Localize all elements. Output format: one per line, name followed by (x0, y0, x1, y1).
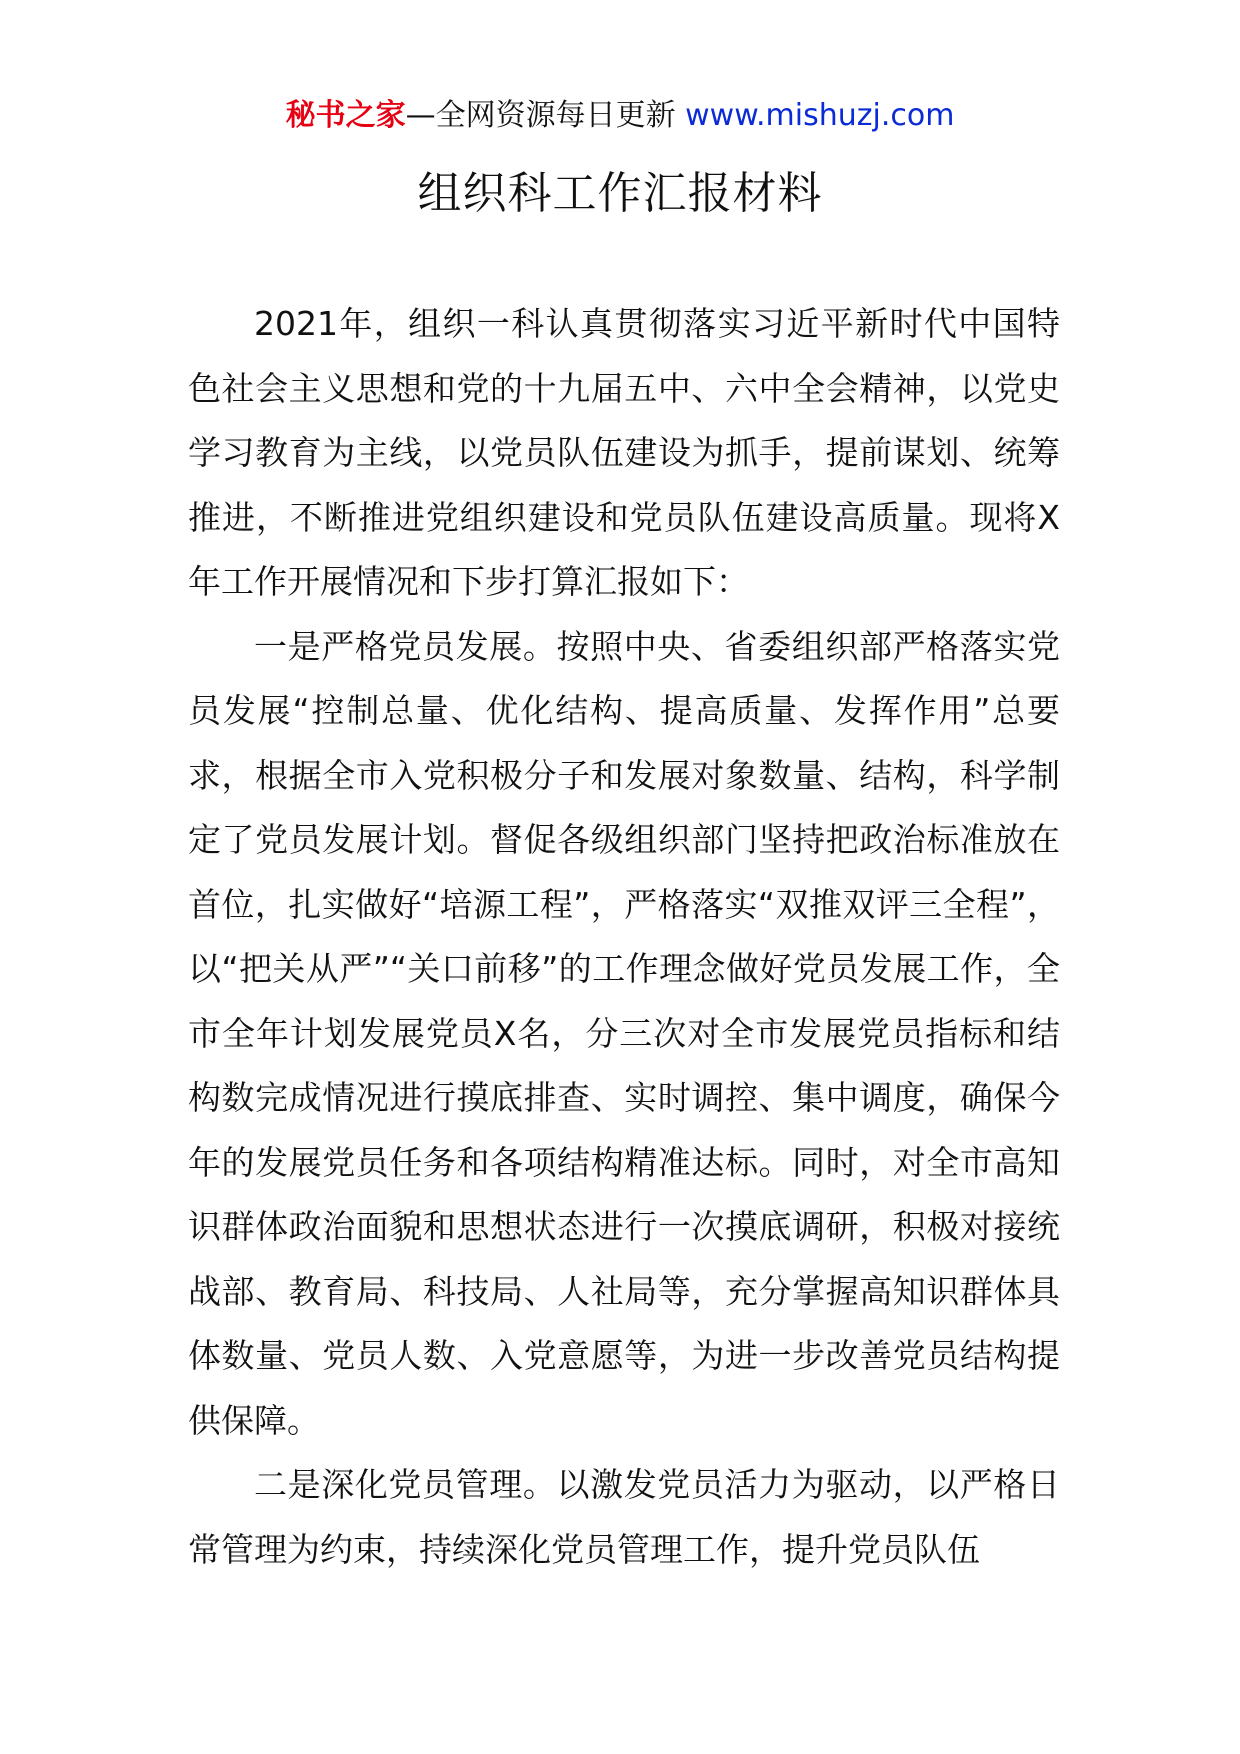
paragraph-intro: 2021年，组织一科认真贯彻落实习近平新时代中国特色社会主义思想和党的十九届五中、六中全会精神，以党史学习教育为主线，以党员队伍建设为抓手，提前谋划、统筹推进，不断推进党组织建设和党员队伍建设高质量。现将X年工作开展情况和下步打算汇报如下： (188, 304, 1060, 601)
document-body (188, 292, 1060, 1582)
paragraph-party-member-development: 一是严格党员发展。按照中央、省委组织部严格落实党员发展“控制总量、优化结构、提高质量、发挥作用”总要求，根据全市入党积极分子和发展对象数量、结构，科学制定了党员发展计划。督促各级组织部门坚持把政治标准放在首位，扎实做好“培源工程”，严格落实“双推双评三全程”，以“把关从严”“关口前移”的工作理念做好党员发展工作，全市全年计划发展党员X名，分三次对全市发展党员指标和结构数完成情况进行摸底排查、实时调控、集中调度，确保今年的发展党员任务和各项结构精准达标。同时，对全市高知识群体政治面貌和思想状态进行一次摸底调研，积极对接统战部、教育局、科技局、人社局等，充分掌握高知识群体具体数量、党员人数、入党意愿等，为进一步改善党员结构提供保障。 (188, 626, 1060, 1440)
header-url-link[interactable]: www.mishuzj.com (685, 98, 955, 133)
header-tagline: —全网资源每日更新 (405, 98, 676, 133)
header-brand: 秘书之家 (285, 98, 406, 133)
paragraph-party-member-management: 二是深化党员管理。以激发党员活力为驱动，以严格日常管理为约束，持续深化党员管理工作，提升党员队伍 (188, 1465, 1060, 1569)
document-title: 组织科工作汇报材料 (417, 168, 823, 219)
site-header (0, 96, 1240, 136)
